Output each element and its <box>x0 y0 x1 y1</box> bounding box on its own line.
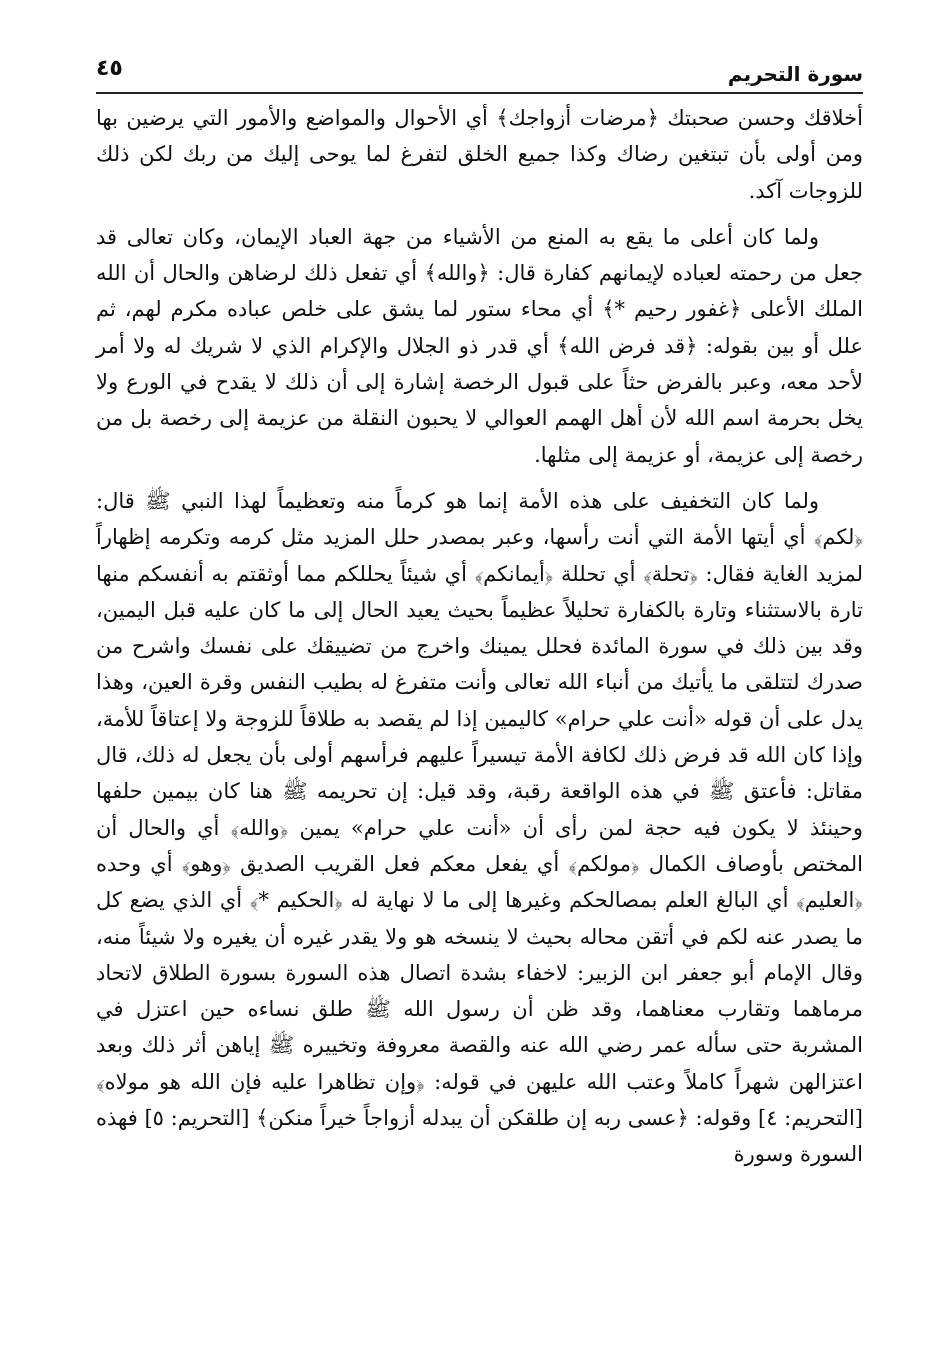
page-number: ٤٥ <box>96 56 123 81</box>
surah-title: سورة التحريم <box>727 62 863 86</box>
body-text <box>96 100 863 1183</box>
running-header <box>96 48 863 94</box>
paragraph-2: ولما كان أعلى ما يقع به المنع من الأشياء من جهة العباد الإيمان، وكان تعالى قد جعل من رحمته لعباده لإيمانهم كفارة قال: ﴿والله﴾ أي تفعل ذلك لرضاهن والحال أن الله الملك الأعلى ﴿غفور رحيم *﴾ أي محاء ستور لما يشق على خلص عباده مكرم لهم، ثم علل أو بين بقوله: ﴿قد فرض الله﴾ أي قدر ذو الجلال والإكرام الذي لا شريك له ولا أمر لأحد معه، وعبر بالفرض حثاً على قبول الرخصة إشارة إلى أن ذلك لا يقدح في الورع ولا يخل بحرمة اسم الله لأن أهل الهمم العوالي لا يحبون النقلة من عزيمة إلى رخصة بل من رخصة إلى عزيمة، أو عزيمة إلى مثلها. <box>96 224 863 467</box>
paragraph-3: ولما كان التخفيف على هذه الأمة إنما هو كرماً منه وتعظيماً لهذا النبي ﷺ قال: ﴿لكم﴾ أي أيتها الأمة التي أنت رأسها، وعبر بمصدر حلل المزيد مثل كرمه وتكرمه إظهاراً لمزيد الغاية فقال: ﴿تحلة﴾ أي تحللة ﴿أيمانكم﴾ أي شيئاً يحللكم مما أوثقتم به أنفسكم منها تارة بالاستثناء وتارة بالكفارة تحليلاً عظيماً بحيث يعيد الحال إلى ما كان عليه قبل اليمين، وقد بين ذلك في سورة المائدة فحلل يمينك واخرج من تضييقك على نفسك واشرح من صدرك لتتلقى ما يأتيك من أنباء الله تعالى وأنت متفرغ له بطيب النفس وقرة العين، وهذا يدل على أن قوله «أنت علي حرام» كاليمين إذا لم يقصد به طلاقاً للزوجة ولا إعتاقاً للأمة، وإذا كان الله قد فرض ذلك لكافة الأمة تيسيراً عليهم فرأسهم أولى بأن يجعل له ذلك، قال مقاتل: فأعتق ﷺ في هذه الواقعة رقبة، وقد قيل: إن تحريمه ﷺ هنا كان بيمين حلفها وحينئذ لا يكون فيه حجة لمن رأى أن «أنت علي حرام» يمين ﴿والله﴾ أي والحال أن المختص بأوصاف الكمال ﴿مولكم﴾ أي يفعل معكم فعل القريب الصديق ﴿وهو﴾ أي وحده ﴿العليم﴾ أي البالغ العلم بمصالحكم وغيرها إلى ما لا نهاية له ﴿الحكيم *﴾ أي الذي يضع كل ما يصدر عنه لكم في أتقن محاله بحيث لا ينسخه هو ولا يقدر غيره أن يغيره ولا شيئاً منه، وقال الإمام أبو جعفر ابن الزبير: لاخفاء بشدة اتصال هذه السورة بسورة الطلاق لاتحاد مرماهما وتقارب معناهما، وقد ظن أن رسول الله ﷺ طلق نساءه حين اعتزل في المشربة حتى سأله عمر رضي الله عنه والقصة معروفة وتخييره ﷺ إياهن أثر ذلك وبعد اعتزالهن شهراً كاملاً وعتب الله عليهن في قوله: ﴿وإن تظاهرا عليه فإن الله هو مولاه﴾ [التحريم: ٤] وقوله: ﴿عسى ربه إن طلقكن أن يبدله أزواجاً خيراً منكن﴾ [التحريم: ٥] فهذه السورة وسورة <box>96 488 863 1167</box>
paragraph-1: أخلاقك وحسن صحبتك ﴿مرضات أزواجك﴾ أي الأحوال والمواضع والأمور التي يرضين بها ومن أولى بأن تبتغين رضاك وكذا جميع الخلق لتفرغ لما يوحى إليك من ربك لكن ذلك للزوجات آكد. <box>96 106 863 203</box>
